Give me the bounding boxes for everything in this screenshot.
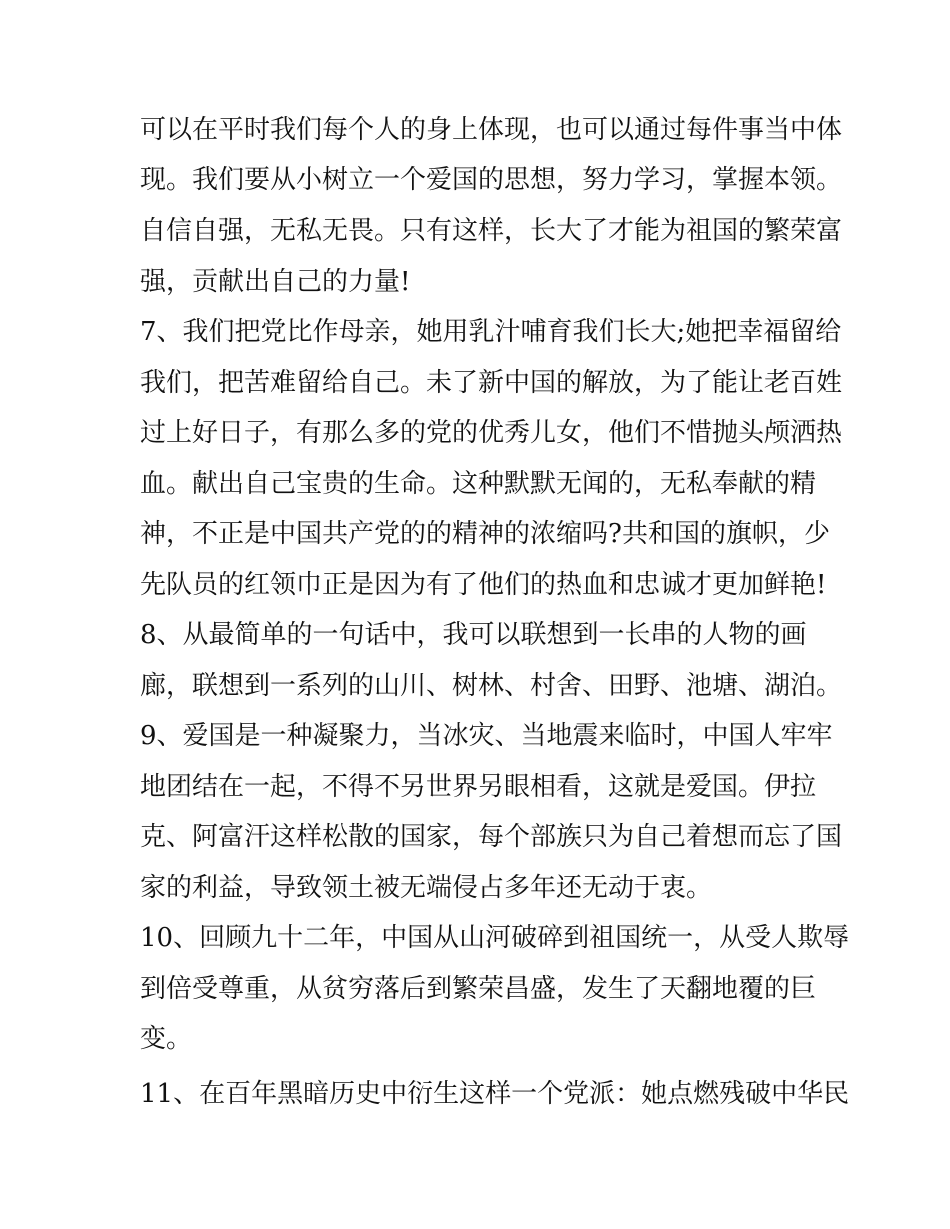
text-line: 血。献出自己宝贵的生命。这种默默无闻的，无私奉献的精	[140, 469, 817, 499]
text-line: 廊，联想到一系列的山川、树林、村舍、田野、池塘、湖泊。	[140, 671, 843, 701]
text-line: 自信自强，无私无畏。只有这样，长大了才能为祖国的繁荣富	[140, 216, 843, 246]
text-line: 11、在百年黑暗历史中衍生这样一个党派：她点燃残破中华民	[140, 1079, 850, 1109]
text-line: 7、我们把党比作母亲，她用乳汁哺育我们长大;她把幸福留给	[140, 317, 842, 347]
text-line: 克、阿富汗这样松散的国家，每个部族只为自己着想而忘了国	[140, 822, 843, 852]
text-line: 神，不正是中国共产党的的精神的浓缩吗?共和国的旗帜，少	[140, 519, 830, 549]
text-line: 强，贡献出自己的力量!	[140, 267, 411, 297]
text-line: 家的利益，导致领土被无端侵占多年还无动于衷。	[140, 873, 713, 903]
text-line: 现。我们要从小树立一个爱国的思想，努力学习，掌握本领。	[140, 165, 843, 195]
text-line: 先队员的红领巾正是因为有了他们的热血和忠诚才更加鲜艳!	[140, 570, 827, 600]
text-line: 10、回顾九十二年，中国从山河破碎到祖国统一，从受人欺辱	[140, 923, 850, 953]
text-line: 过上好日子，有那么多的党的优秀儿女，他们不惜抛头颅洒热	[140, 418, 843, 448]
text-line: 我们，把苦难留给自己。未了新中国的解放，为了能让老百姓	[140, 368, 843, 398]
text-line: 到倍受尊重，从贫穷落后到繁荣昌盛，发生了天翻地覆的巨	[140, 974, 817, 1004]
text-line: 地团结在一起，不得不另世界另眼相看，这就是爱国。伊拉	[140, 772, 817, 802]
text-line: 8、从最简单的一句话中，我可以联想到一长串的人物的画	[140, 620, 807, 650]
text-line: 9、爱国是一种凝聚力，当冰灾、当地震来临时，中国人牢牢	[140, 721, 833, 751]
text-line: 变。	[140, 1024, 193, 1054]
text-line: 可以在平时我们每个人的身上体现，也可以通过每件事当中体	[140, 115, 843, 145]
